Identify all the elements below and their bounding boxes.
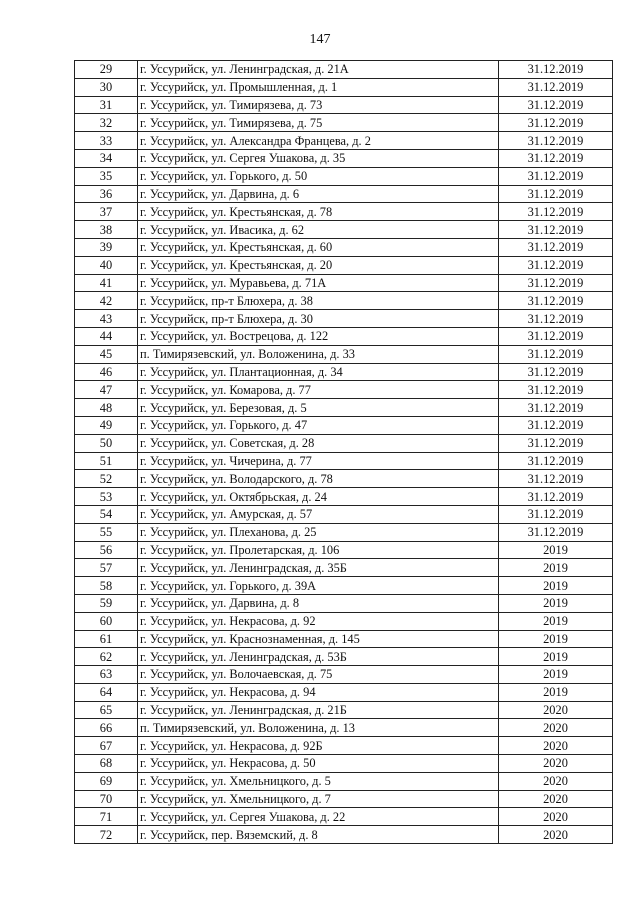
address-cell: г. Уссурийск, ул. Ленинградская, д. 21Б: [138, 701, 499, 719]
table-body: [75, 61, 613, 844]
row-number-cell: 64: [75, 683, 138, 701]
address-cell: г. Уссурийск, пр-т Блюхера, д. 30: [138, 310, 499, 328]
address-cell: г. Уссурийск, ул. Ивасика, д. 62: [138, 221, 499, 239]
address-cell: г. Уссурийск, ул. Промышленная, д. 1: [138, 78, 499, 96]
date-cell: 2020: [499, 701, 613, 719]
date-cell: 31.12.2019: [499, 167, 613, 185]
date-cell: 2020: [499, 755, 613, 773]
date-cell: 2020: [499, 737, 613, 755]
table-row: [75, 577, 613, 595]
row-number-cell: 62: [75, 648, 138, 666]
table-row: [75, 78, 613, 96]
date-cell: 31.12.2019: [499, 416, 613, 434]
date-cell: 31.12.2019: [499, 78, 613, 96]
row-number-cell: 51: [75, 452, 138, 470]
row-number-cell: 70: [75, 790, 138, 808]
date-cell: 31.12.2019: [499, 327, 613, 345]
table-row: [75, 238, 613, 256]
table-row: [75, 648, 613, 666]
table-row: [75, 612, 613, 630]
address-cell: г. Уссурийск, ул. Крестьянская, д. 60: [138, 238, 499, 256]
address-cell: г. Уссурийск, ул. Советская, д. 28: [138, 434, 499, 452]
address-cell: г. Уссурийск, пр-т Блюхера, д. 38: [138, 292, 499, 310]
table-row: [75, 292, 613, 310]
address-cell: г. Уссурийск, ул. Березовая, д. 5: [138, 399, 499, 417]
date-cell: 31.12.2019: [499, 399, 613, 417]
date-cell: 2019: [499, 630, 613, 648]
row-number-cell: 55: [75, 523, 138, 541]
table-row: [75, 256, 613, 274]
table-row: [75, 310, 613, 328]
row-number-cell: 41: [75, 274, 138, 292]
table-row: [75, 96, 613, 114]
row-number-cell: 61: [75, 630, 138, 648]
row-number-cell: 60: [75, 612, 138, 630]
date-cell: 31.12.2019: [499, 452, 613, 470]
row-number-cell: 38: [75, 221, 138, 239]
row-number-cell: 67: [75, 737, 138, 755]
address-cell: г. Уссурийск, ул. Муравьева, д. 71А: [138, 274, 499, 292]
row-number-cell: 49: [75, 416, 138, 434]
date-cell: 31.12.2019: [499, 203, 613, 221]
row-number-cell: 63: [75, 666, 138, 684]
table-row: [75, 826, 613, 844]
address-cell: г. Уссурийск, ул. Дарвина, д. 8: [138, 594, 499, 612]
address-cell: г. Уссурийск, ул. Комарова, д. 77: [138, 381, 499, 399]
address-cell: г. Уссурийск, ул. Пролетарская, д. 106: [138, 541, 499, 559]
row-number-cell: 30: [75, 78, 138, 96]
table-row: [75, 399, 613, 417]
address-cell: п. Тимирязевский, ул. Воложенина, д. 33: [138, 345, 499, 363]
address-cell: г. Уссурийск, ул. Горького, д. 47: [138, 416, 499, 434]
date-cell: 2019: [499, 559, 613, 577]
table-row: [75, 203, 613, 221]
address-cell: г. Уссурийск, ул. Плантационная, д. 34: [138, 363, 499, 381]
table-row: [75, 488, 613, 506]
row-number-cell: 59: [75, 594, 138, 612]
date-cell: 2020: [499, 826, 613, 844]
table-row: [75, 772, 613, 790]
table-row: [75, 221, 613, 239]
table-row: [75, 363, 613, 381]
row-number-cell: 69: [75, 772, 138, 790]
address-cell: г. Уссурийск, ул. Сергея Ушакова, д. 35: [138, 149, 499, 167]
address-cell: г. Уссурийск, ул. Некрасова, д. 50: [138, 755, 499, 773]
address-cell: г. Уссурийск, ул. Горького, д. 50: [138, 167, 499, 185]
address-cell: г. Уссурийск, ул. Ленинградская, д. 35Б: [138, 559, 499, 577]
address-cell: г. Уссурийск, ул. Горького, д. 39А: [138, 577, 499, 595]
date-cell: 31.12.2019: [499, 61, 613, 79]
address-cell: г. Уссурийск, ул. Октябрьская, д. 24: [138, 488, 499, 506]
table-row: [75, 327, 613, 345]
table-row: [75, 61, 613, 79]
date-cell: 31.12.2019: [499, 185, 613, 203]
address-cell: г. Уссурийск, ул. Вострецова, д. 122: [138, 327, 499, 345]
date-cell: 31.12.2019: [499, 274, 613, 292]
date-cell: 2019: [499, 577, 613, 595]
table-row: [75, 559, 613, 577]
table-row: [75, 434, 613, 452]
table-row: [75, 755, 613, 773]
row-number-cell: 46: [75, 363, 138, 381]
table-row: [75, 274, 613, 292]
row-number-cell: 40: [75, 256, 138, 274]
table-row: [75, 630, 613, 648]
date-cell: 2020: [499, 808, 613, 826]
table-row: [75, 185, 613, 203]
row-number-cell: 66: [75, 719, 138, 737]
row-number-cell: 33: [75, 132, 138, 150]
page-number: 147: [309, 32, 331, 47]
row-number-cell: 45: [75, 345, 138, 363]
table-row: [75, 167, 613, 185]
date-cell: 31.12.2019: [499, 310, 613, 328]
row-number-cell: 54: [75, 505, 138, 523]
row-number-cell: 43: [75, 310, 138, 328]
address-cell: п. Тимирязевский, ул. Воложенина, д. 13: [138, 719, 499, 737]
table-row: [75, 470, 613, 488]
row-number-cell: 37: [75, 203, 138, 221]
row-number-cell: 71: [75, 808, 138, 826]
row-number-cell: 50: [75, 434, 138, 452]
table-row: [75, 701, 613, 719]
date-cell: 31.12.2019: [499, 221, 613, 239]
address-cell: г. Уссурийск, ул. Некрасова, д. 92Б: [138, 737, 499, 755]
date-cell: 31.12.2019: [499, 238, 613, 256]
date-cell: 31.12.2019: [499, 132, 613, 150]
table-row: [75, 345, 613, 363]
table-row: [75, 541, 613, 559]
row-number-cell: 52: [75, 470, 138, 488]
row-number-cell: 36: [75, 185, 138, 203]
address-cell: г. Уссурийск, ул. Тимирязева, д. 73: [138, 96, 499, 114]
address-cell: г. Уссурийск, ул. Крестьянская, д. 78: [138, 203, 499, 221]
row-number-cell: 53: [75, 488, 138, 506]
table-row: [75, 381, 613, 399]
row-number-cell: 72: [75, 826, 138, 844]
address-cell: г. Уссурийск, ул. Александра Францева, д. 2: [138, 132, 499, 150]
address-cell: г. Уссурийск, ул. Хмельницкого, д. 5: [138, 772, 499, 790]
row-number-cell: 48: [75, 399, 138, 417]
row-number-cell: 47: [75, 381, 138, 399]
row-number-cell: 39: [75, 238, 138, 256]
table-row: [75, 416, 613, 434]
row-number-cell: 35: [75, 167, 138, 185]
address-cell: г. Уссурийск, ул. Плеханова, д. 25: [138, 523, 499, 541]
table-row: [75, 505, 613, 523]
address-cell: г. Уссурийск, ул. Некрасова, д. 92: [138, 612, 499, 630]
table-row: [75, 594, 613, 612]
row-number-cell: 58: [75, 577, 138, 595]
row-number-cell: 34: [75, 149, 138, 167]
table-row: [75, 737, 613, 755]
row-number-cell: 42: [75, 292, 138, 310]
date-cell: 31.12.2019: [499, 381, 613, 399]
table-row: [75, 132, 613, 150]
date-cell: 2019: [499, 648, 613, 666]
date-cell: 31.12.2019: [499, 256, 613, 274]
address-cell: г. Уссурийск, ул. Дарвина, д. 6: [138, 185, 499, 203]
date-cell: 31.12.2019: [499, 114, 613, 132]
address-cell: г. Уссурийск, ул. Краснознаменная, д. 145: [138, 630, 499, 648]
table-row: [75, 719, 613, 737]
date-cell: 2019: [499, 541, 613, 559]
date-cell: 31.12.2019: [499, 96, 613, 114]
date-cell: 31.12.2019: [499, 505, 613, 523]
address-cell: г. Уссурийск, ул. Некрасова, д. 94: [138, 683, 499, 701]
date-cell: 2020: [499, 790, 613, 808]
date-cell: 31.12.2019: [499, 292, 613, 310]
table-row: [75, 523, 613, 541]
address-cell: г. Уссурийск, ул. Чичерина, д. 77: [138, 452, 499, 470]
table-row: [75, 149, 613, 167]
address-cell: г. Уссурийск, ул. Волочаевская, д. 75: [138, 666, 499, 684]
address-cell: г. Уссурийск, ул. Ленинградская, д. 21А: [138, 61, 499, 79]
date-cell: 2020: [499, 772, 613, 790]
date-cell: 2019: [499, 612, 613, 630]
date-cell: 31.12.2019: [499, 523, 613, 541]
table-row: [75, 666, 613, 684]
row-number-cell: 56: [75, 541, 138, 559]
date-cell: 31.12.2019: [499, 434, 613, 452]
date-cell: 31.12.2019: [499, 488, 613, 506]
row-number-cell: 44: [75, 327, 138, 345]
table-row: [75, 452, 613, 470]
table-row: [75, 808, 613, 826]
address-cell: г. Уссурийск, ул. Володарского, д. 78: [138, 470, 499, 488]
address-table: [74, 60, 613, 844]
date-cell: 31.12.2019: [499, 345, 613, 363]
address-cell: г. Уссурийск, ул. Тимирязева, д. 75: [138, 114, 499, 132]
address-cell: г. Уссурийск, ул. Хмельницкого, д. 7: [138, 790, 499, 808]
date-cell: 2019: [499, 666, 613, 684]
date-cell: 2019: [499, 594, 613, 612]
table-row: [75, 790, 613, 808]
address-cell: г. Уссурийск, ул. Амурская, д. 57: [138, 505, 499, 523]
table-row: [75, 683, 613, 701]
row-number-cell: 31: [75, 96, 138, 114]
row-number-cell: 29: [75, 61, 138, 79]
date-cell: 2019: [499, 683, 613, 701]
date-cell: 31.12.2019: [499, 363, 613, 381]
table-row: [75, 114, 613, 132]
address-cell: г. Уссурийск, пер. Вяземский, д. 8: [138, 826, 499, 844]
date-cell: 31.12.2019: [499, 149, 613, 167]
row-number-cell: 68: [75, 755, 138, 773]
address-cell: г. Уссурийск, ул. Сергея Ушакова, д. 22: [138, 808, 499, 826]
address-cell: г. Уссурийск, ул. Крестьянская, д. 20: [138, 256, 499, 274]
address-cell: г. Уссурийск, ул. Ленинградская, д. 53Б: [138, 648, 499, 666]
date-cell: 31.12.2019: [499, 470, 613, 488]
date-cell: 2020: [499, 719, 613, 737]
row-number-cell: 65: [75, 701, 138, 719]
row-number-cell: 32: [75, 114, 138, 132]
row-number-cell: 57: [75, 559, 138, 577]
